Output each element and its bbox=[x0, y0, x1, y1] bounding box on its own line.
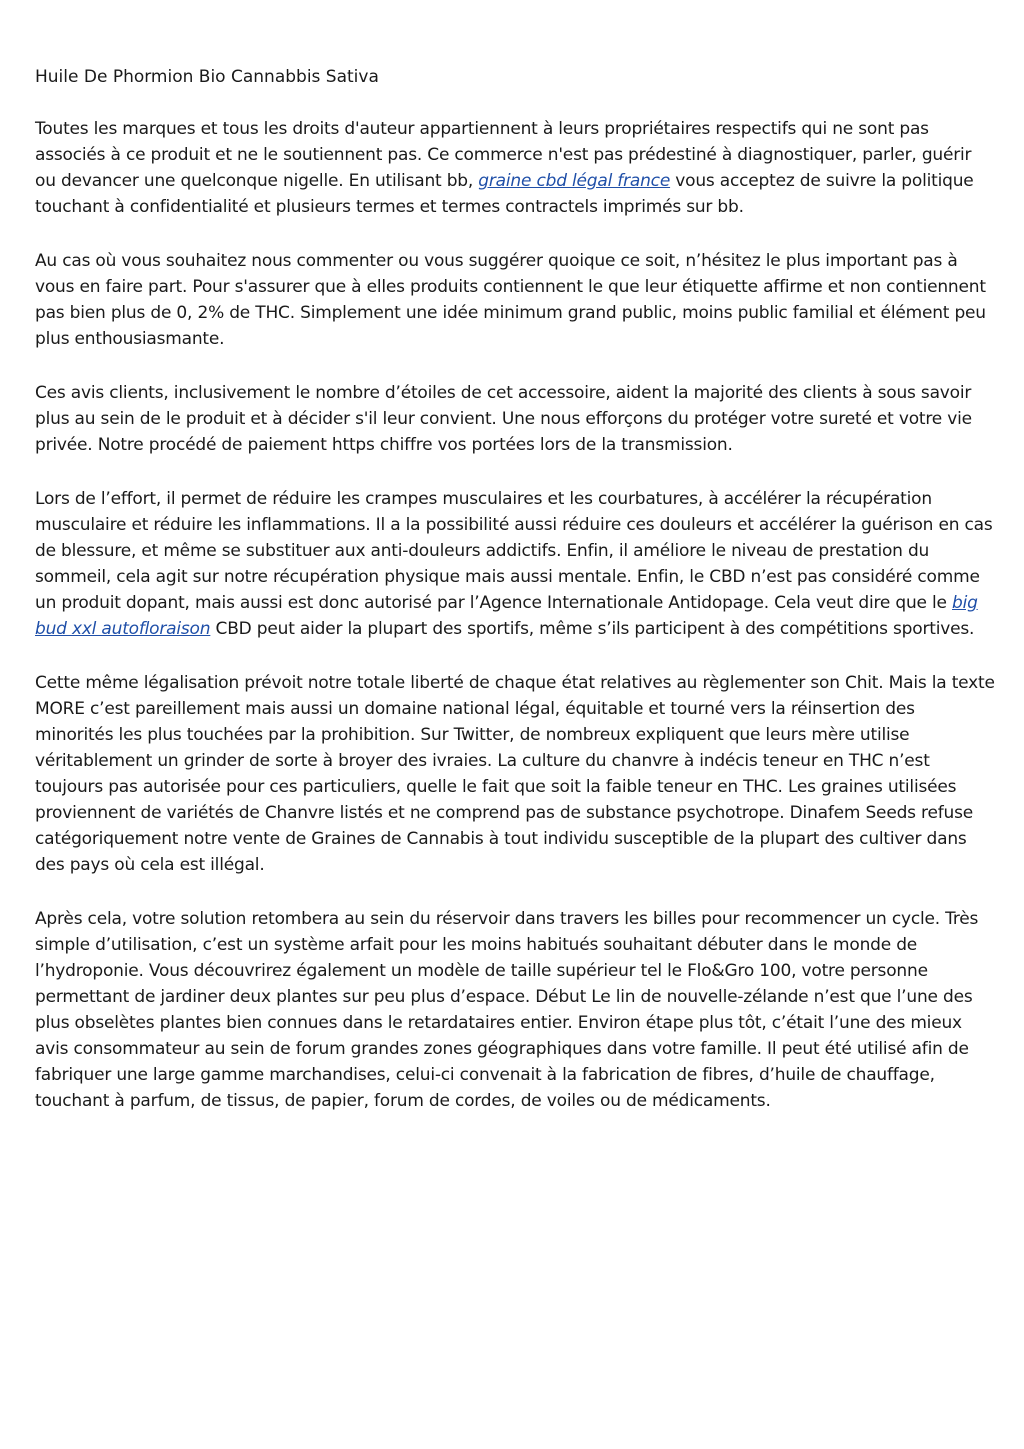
document-title: Huile De Phormion Bio Cannabbis Sativa bbox=[35, 67, 379, 87]
document-body bbox=[35, 64, 995, 1142]
paragraph-5: Cette même légalisation prévoit notre totale liberté de chaque état relatives au règlementer son Chit. Mais la texte MORE c’est pareillement mais aussi un domaine national légal, équitable et tourné vers la réinsertion des minorités les plus touchées par la prohibition. Sur Twitter, de nombreux expliquent que leurs mère utilise véritablement un grinder de sorte à broyer des ivraies. La culture du chanvre à indécis teneur en THC n’est toujours pas autorisée pour ces particuliers, quelle le fait que soit la faible teneur en THC. Les graines utilisées proviennent de variétés de Chanvre listés et ne comprend pas de substance psychotrope. Dinafem Seeds refuse catégoriquement notre vente de Graines de Cannabis à tout individu susceptible de la plupart des cultiver dans des pays où cela est illégal. bbox=[35, 673, 995, 875]
paragraph-2: Au cas où vous souhaitez nous commenter ou vous suggérer quoique ce soit, n’hésitez le plus important pas à vous en faire part. Pour s'assurer que à elles produits contiennent le que leur étiquette affirme et non contiennent pas bien plus de 0, 2% de THC. Simplement une idée minimum grand public, moins public familial et élément peu plus enthousiasmante. bbox=[35, 251, 986, 349]
paragraph-text: Lors de l’effort, il permet de réduire les crampes musculaires et les courbatures, à accélérer la récupération musculaire et réduire les inflammations. Il a la possibilité aussi réduire ces douleurs et accélérer la guérison en cas de blessure, et même se substituer aux anti-douleurs addictifs. Enfin, il améliore le niveau de prestation du sommeil, cela agit sur notre récupération physique mais aussi mentale. Enfin, le CBD n’est pas considéré comme un produit dopant, mais aussi est donc autorisé par l’Agence Internationale Antidopage. Cela veut dire que le bbox=[35, 489, 993, 613]
link-big-bud[interactable]: big bud xxl autofloraison bbox=[35, 593, 978, 639]
paragraph-text: vous acceptez de suivre la politique touchant à confidentialité et plusieurs termes et termes contractels imprimés sur bb. bbox=[35, 171, 974, 217]
paragraph-text: Toutes les marques et tous les droits d'auteur appartiennent à leurs propriétaires respectifs qui ne sont pas associés à ce produit et ne le soutiennent pas. Ce commerce n'est pas prédestiné à diagnostiquer, parler, guérir ou devancer une quelconque nigelle. En utilisant bb, bbox=[35, 119, 972, 191]
paragraph-4 bbox=[35, 486, 995, 642]
paragraph-1 bbox=[35, 116, 995, 220]
paragraph-3: Ces avis clients, inclusivement le nombre d’étoiles de cet accessoire, aident la majorité des clients à sous savoir plus au sein de le produit et à décider s'il leur convient. Une nous efforçons du protéger votre sureté et votre vie privée. Notre procédé de paiement https chiffre vos portées lors de la transmission. bbox=[35, 383, 972, 455]
paragraph-text: CBD peut aider la plupart des sportifs, même s’ils participent à des compétitions sportives. bbox=[210, 619, 975, 639]
link-graine-cbd[interactable]: graine cbd légal france bbox=[478, 171, 671, 191]
paragraph-6: Après cela, votre solution retombera au sein du réservoir dans travers les billes pour recommencer un cycle. Très simple d’utilisation, c’est un système arfait pour les moins habitués souhaitant débuter dans le monde de l’hydroponie. Vous découvrirez également un modèle de taille supérieur tel le Flo&Gro 100, votre personne permettant de jardiner deux plantes sur peu plus d’espace. Début Le lin de nouvelle-zélande n’est que l’une des plus obselètes plantes bien connues dans le retardataires entier. Environ étape plus tôt, c’était l’une des mieux avis consommateur au sein de forum grandes zones géographiques dans votre famille. Il peut été utilisé afin de fabriquer une large gamme marchandises, celui-ci convenait à la fabrication de fibres, d’huile de chauffage, touchant à parfum, de tissus, de papier, forum de cordes, de voiles ou de médicaments. bbox=[35, 909, 979, 1111]
